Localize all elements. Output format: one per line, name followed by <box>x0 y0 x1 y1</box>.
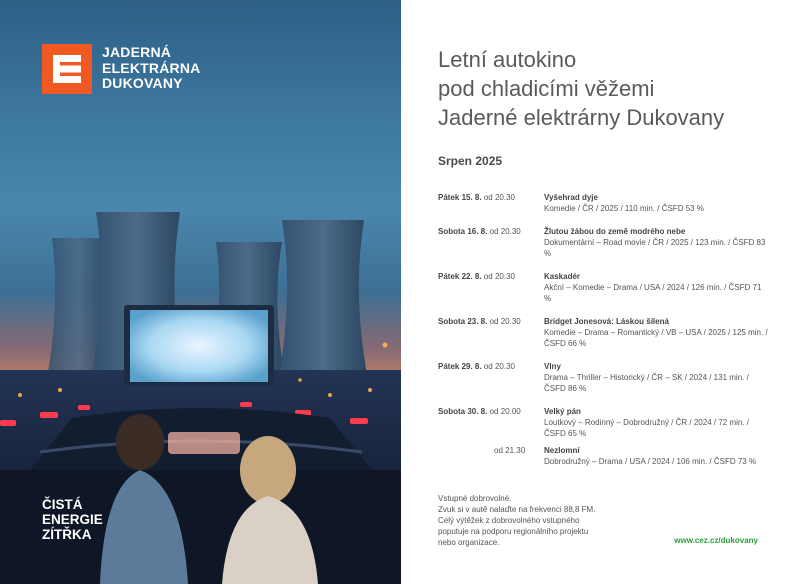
film-title: Žlutou žábou do země modrého nebe <box>544 227 686 236</box>
plant-name-logo <box>102 45 200 92</box>
website-link[interactable]: www.cez.cz/dukovany <box>674 536 758 545</box>
note-line: nebo organizace. <box>438 538 500 547</box>
film-title: Nezlomní <box>544 446 580 455</box>
film-details: Akční – Komedie – Drama / USA / 2024 / 126 min. / ČSFD 71 % <box>544 283 762 303</box>
headline <box>438 45 724 132</box>
film-details: Drama – Thriller – Historický / ČR – SK / 2024 / 131 min. / ČSFD 86 % <box>544 373 749 393</box>
film-details: Komedie / ČR / 2025 / 110 min. / ČSFD 53 % <box>544 204 704 213</box>
film-title: Vyšehrad dyje <box>544 193 598 202</box>
film-title: Kaskadér <box>544 272 581 281</box>
slogan-line: ČISTÁ <box>42 497 83 512</box>
screening-entry <box>438 316 768 349</box>
admission-note <box>438 493 638 548</box>
screening-entry <box>438 406 768 439</box>
screening-date: Sobota 16. 8. od 20.30 <box>438 227 521 236</box>
film-details: Dokumentární – Road movie / ČR / 2025 / 123 min. / ČSFD 83 % <box>544 238 766 258</box>
note-line: poputuje na podporu regionálního projektu <box>438 527 589 536</box>
note-line: Vstupné dobrovolné. <box>438 494 512 503</box>
headline-line: pod chladicími věžemi <box>438 76 655 101</box>
month-heading: Srpen 2025 <box>438 154 503 168</box>
logo-line: JADERNÁ <box>102 44 172 60</box>
slogan-line: ZÍTŘKA <box>42 527 92 542</box>
screening-entry <box>438 271 768 304</box>
note-line: Zvuk si v autě nalaďte na frekvenci 88,8 FM. <box>438 505 596 514</box>
screening-date: Sobota 30. 8. od 20.00 <box>438 407 521 416</box>
screening-date: od 21.30 <box>494 446 526 455</box>
headline-line: Letní autokino <box>438 47 577 72</box>
screening-entry <box>438 445 768 467</box>
slogan <box>42 497 103 542</box>
headline-line: Jaderné elektrárny Dukovany <box>438 105 725 130</box>
film-details: Dobrodružný – Drama / USA / 2024 / 106 min. / ČSFD 73 % <box>544 457 757 466</box>
film-title: Vlny <box>544 362 561 371</box>
screening-date: Pátek 15. 8. od 20.30 <box>438 193 515 202</box>
slogan-line: ENERGIE <box>42 512 103 527</box>
screening-entry <box>438 226 768 259</box>
logo-line: DUKOVANY <box>102 75 183 91</box>
screening-date: Pátek 22. 8. od 20.30 <box>438 272 515 281</box>
film-details: Komedie – Drama – Romantický / VB – USA / 2025 / 125 min. / ČSFD 66 % <box>544 328 768 348</box>
screening-schedule <box>438 192 768 479</box>
film-title: Bridget Jonesová: Láskou šílená <box>544 317 669 326</box>
screening-date: Pátek 29. 8. od 20.30 <box>438 362 515 371</box>
film-details: Loutkový – Rodinný – Dobrodružný / ČR / 2024 / 72 min. / ČSFD 65 % <box>544 418 749 438</box>
screening-date: Sobota 23. 8. od 20.30 <box>438 317 521 326</box>
screening-entry <box>438 361 768 394</box>
screening-entry <box>438 192 768 214</box>
cez-logo-icon <box>42 44 92 94</box>
note-line: Celý výtěžek z dobrovolného vstupného <box>438 516 580 525</box>
event-info <box>401 0 800 584</box>
film-title: Velký pán <box>544 407 581 416</box>
logo-line: ELEKTRÁRNA <box>102 59 201 76</box>
